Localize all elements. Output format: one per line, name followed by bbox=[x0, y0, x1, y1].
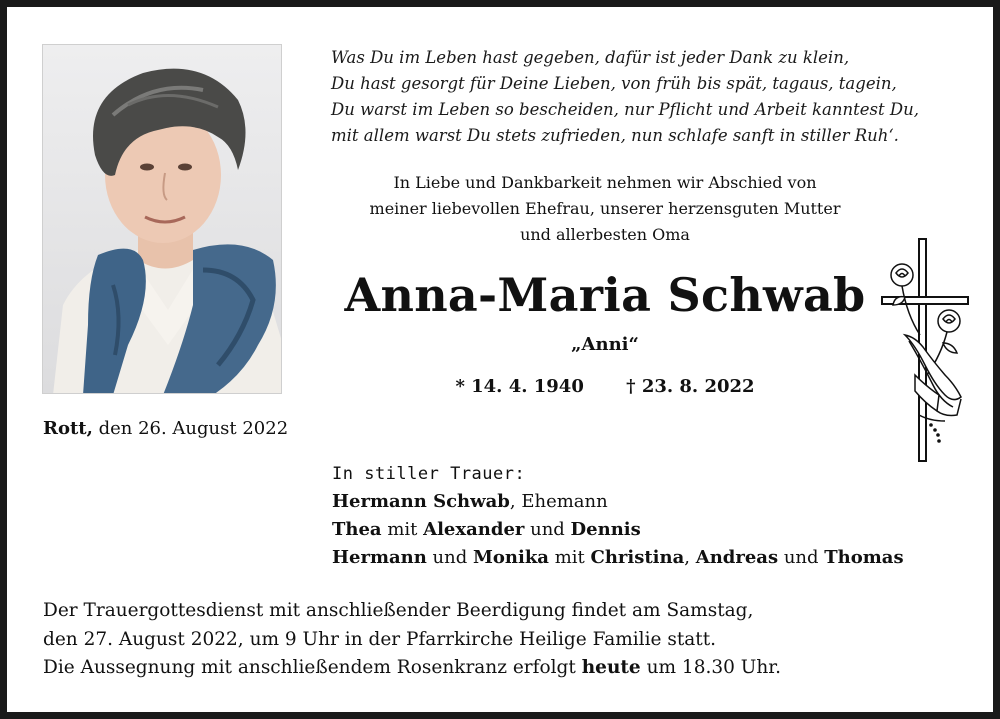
cross-with-roses-and-praying-hands-icon bbox=[875, 235, 975, 467]
service-line: Der Trauergottesdienst mit anschließender Beerdigung findet am Samstag, bbox=[43, 600, 754, 621]
mourner-line bbox=[332, 516, 904, 544]
poem-line: mit allem warst Du stets zufrieden, nun schlafe sanft in stiller Ruh‘. bbox=[331, 126, 899, 145]
service-line bbox=[43, 654, 781, 683]
connector-text: und bbox=[426, 547, 473, 568]
notice-date: den 26. August 2022 bbox=[92, 418, 289, 439]
mourner-name: Andreas bbox=[695, 547, 779, 568]
place-and-date bbox=[43, 418, 288, 439]
mourner-line bbox=[332, 544, 904, 572]
connector-text: und bbox=[524, 519, 571, 540]
poem-line: Du hast gesorgt für Deine Lieben, von früh bis spät, tagaus, tagein, bbox=[331, 74, 897, 93]
mourner-name: Christina bbox=[590, 547, 685, 568]
connector-text: mit bbox=[381, 519, 424, 540]
farewell-intro bbox=[307, 170, 903, 248]
mourner-name: Hermann bbox=[332, 547, 427, 568]
life-dates bbox=[307, 376, 903, 397]
mourner-name: Thomas bbox=[824, 547, 904, 568]
birth-date: * 14. 4. 1940 bbox=[455, 376, 584, 397]
connector-text: und bbox=[778, 547, 825, 568]
connector-text: mit bbox=[548, 547, 591, 568]
service-line: den 27. August 2022, um 9 Uhr in der Pfarrkirche Heilige Familie statt. bbox=[43, 628, 717, 650]
mourner-relation: , Ehemann bbox=[509, 491, 608, 512]
deceased-nickname: „Anni“ bbox=[571, 334, 639, 355]
memorial-poem bbox=[331, 45, 971, 149]
place-name: Rott, bbox=[43, 418, 93, 439]
service-emphasis: heute bbox=[581, 657, 641, 678]
portrait-photo bbox=[42, 44, 282, 394]
connector-text: , bbox=[684, 547, 696, 568]
mourner-name: Thea bbox=[332, 519, 382, 540]
poem-line: Du warst im Leben so bescheiden, nur Pflicht und Arbeit kanntest Du, bbox=[331, 100, 919, 119]
intro-line: und allerbesten Oma bbox=[520, 225, 690, 244]
service-details bbox=[43, 597, 781, 683]
mourners-list bbox=[332, 460, 904, 572]
deceased-name: Anna-Maria Schwab bbox=[344, 268, 866, 322]
mourner-name: Hermann Schwab bbox=[332, 491, 510, 512]
mourner-name: Monika bbox=[472, 547, 549, 568]
mourner-name: Dennis bbox=[570, 519, 641, 540]
intro-line: meiner liebevollen Ehefrau, unserer herzensguten Mutter bbox=[369, 199, 841, 218]
mourner-name: Alexander bbox=[423, 519, 525, 540]
service-text: um 18.30 Uhr. bbox=[640, 657, 781, 678]
intro-line: In Liebe und Dankbarkeit nehmen wir Abschied von bbox=[393, 173, 817, 192]
mourner-line bbox=[332, 488, 904, 516]
service-text: Die Aussegnung mit anschließendem Rosenkranz erfolgt bbox=[43, 657, 582, 678]
mourners-heading: In stiller Trauer: bbox=[332, 464, 526, 484]
poem-line: Was Du im Leben hast gegeben, dafür ist jeder Dank zu klein, bbox=[331, 48, 850, 67]
death-date: † 23. 8. 2022 bbox=[626, 376, 755, 397]
